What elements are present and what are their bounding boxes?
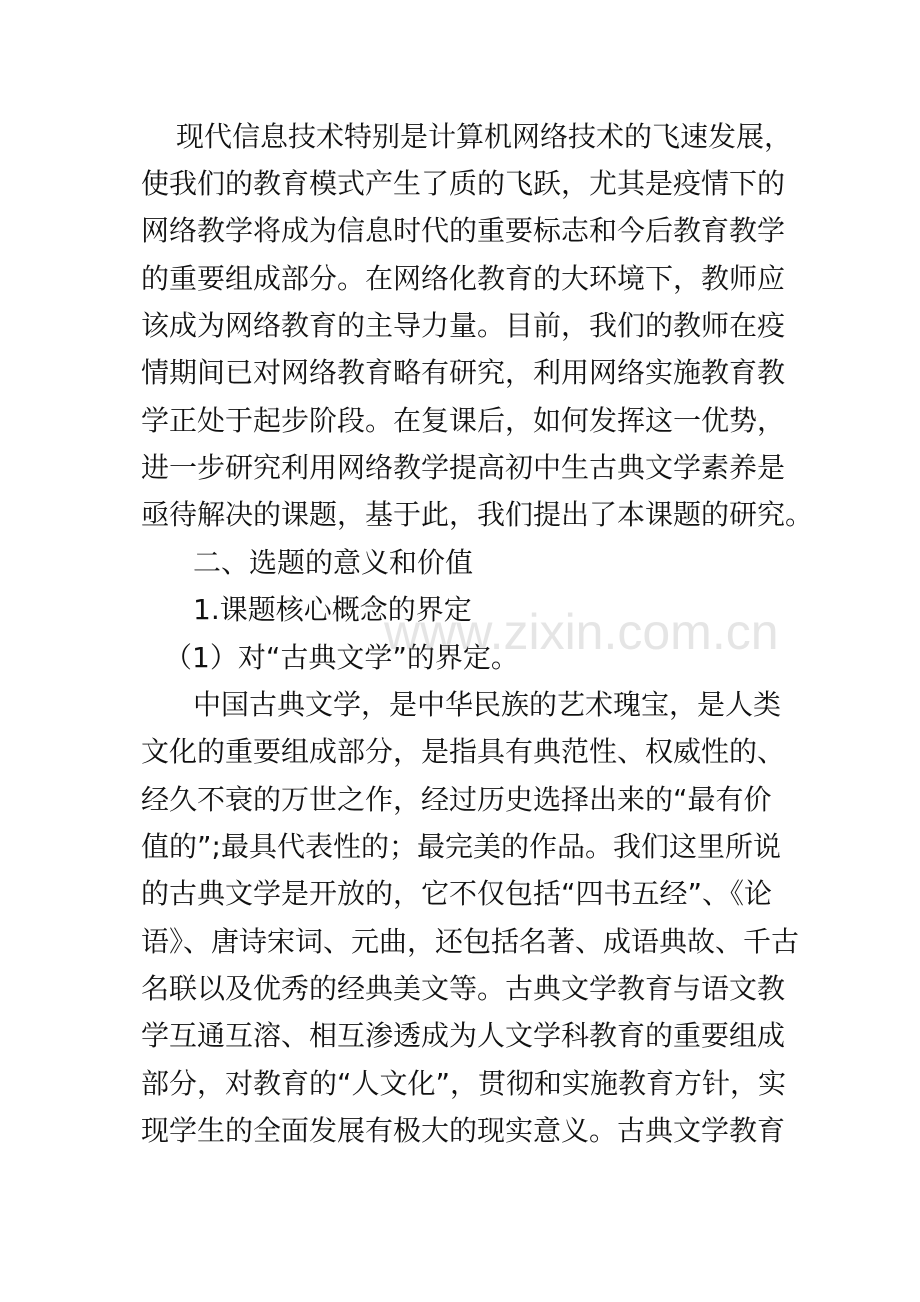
paragraph-line: 语》、唐诗宋词、元曲，还包括名著、成语典故、千古	[141, 925, 800, 958]
paragraph-line: 学互通互溶、相互渗透成为人文学科教育的重要组成	[141, 1019, 786, 1052]
paragraph-line: 使我们的教育模式产生了质的飞跃，尤其是疫情下的	[141, 167, 786, 200]
paragraph-line: 进一步研究利用网络教学提高初中生古典文学素养是	[141, 451, 786, 484]
section-heading: 二、选题的意义和价值	[193, 546, 474, 579]
subsection-heading: 1.课题核心概念的界定	[193, 593, 472, 626]
paragraph-line: 经久不衰的万世之作，经过历史选择出来的“最有价	[141, 783, 772, 816]
watermark: www.zixin.com.cn	[384, 604, 779, 660]
paragraph-line: 情期间已对网络教育略有研究，利用网络实施教育教	[141, 356, 786, 389]
paragraph-line: 现学生的全面发展有极大的现实意义。古典文学教育	[141, 1114, 786, 1147]
paragraph-line: 的重要组成部分。在网络化教育的大环境下，教师应	[141, 262, 786, 295]
paragraph-line: 现代信息技术特别是计算机网络技术的飞速发展，	[176, 120, 793, 153]
paragraph-line: 该成为网络教育的主导力量。目前，我们的教师在疫	[141, 309, 786, 342]
paragraph-line: 网络教学将成为信息时代的重要标志和今后教育教学	[141, 214, 786, 247]
paragraph-line: 的古典文学是开放的，它不仅包括“四书五经”、《论	[141, 877, 773, 910]
paragraph-line: 中国古典文学，是中华民族的艺术瑰宝，是人类	[193, 688, 782, 721]
paragraph-line: 部分，对教育的“人文化”，贯彻和实施教育方针，实	[141, 1067, 787, 1100]
paragraph-line: 亟待解决的课题，基于此，我们提出了本课题的研究。	[141, 498, 814, 531]
paragraph-line: 名联以及优秀的经典美文等。古典文学教育与语文教	[141, 972, 786, 1005]
sub-subsection-heading: （1）对“古典文学”的界定。	[164, 641, 519, 674]
paragraph-line: 学正处于起步阶段。在复课后，如何发挥这一优势，	[141, 404, 786, 437]
paragraph-line: 文化的重要组成部分，是指具有典范性、权威性的、	[141, 735, 786, 768]
paragraph-line: 值的”;最具代表性的；最完美的作品。我们这里所说	[141, 830, 781, 863]
